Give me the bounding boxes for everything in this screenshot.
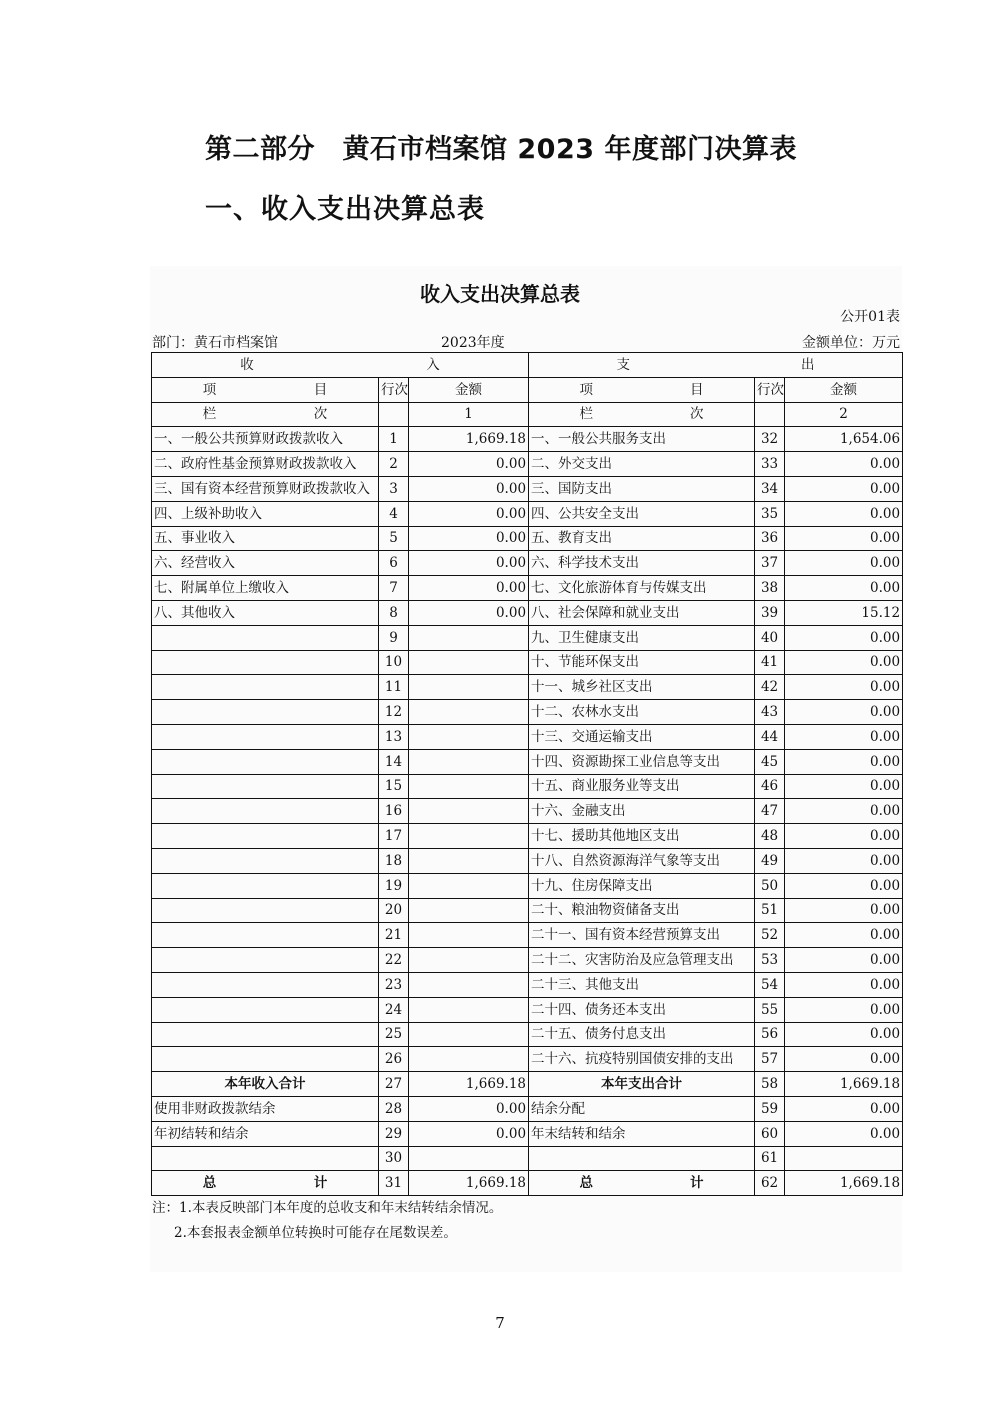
expense-item-cell: 二十、粮油物资储备支出	[529, 898, 755, 923]
expense-section-header: 支 出	[529, 353, 903, 378]
income-row-no-cell: 21	[379, 923, 409, 948]
income-row-no-cell: 16	[379, 799, 409, 824]
expense-item-cell	[529, 1146, 755, 1171]
table-row	[152, 1047, 903, 1072]
expense-item-cell: 结余分配	[529, 1096, 755, 1121]
income-item-cell	[152, 972, 379, 997]
department-label: 部门：黄石市档案馆	[152, 335, 278, 351]
expense-item-cell: 十六、金融支出	[529, 799, 755, 824]
expense-amount-cell: 0.00	[785, 774, 903, 799]
page-number: 7	[495, 1314, 505, 1332]
income-amount-cell: 1,669.18	[409, 1072, 529, 1097]
table-row	[152, 1096, 903, 1121]
expense-item-cell: 二十三、其他支出	[529, 972, 755, 997]
income-item-cell: 四、上级补助收入	[152, 501, 379, 526]
income-item-cell	[152, 675, 379, 700]
expense-amount-cell: 0.00	[785, 551, 903, 576]
expense-row-no-cell: 40	[755, 625, 785, 650]
table-row	[152, 1121, 903, 1146]
expense-amount-cell: 0.00	[785, 1121, 903, 1146]
expense-row-no-cell: 57	[755, 1047, 785, 1072]
income-amount-cell	[409, 700, 529, 725]
income-row-no-header: 行次	[379, 377, 409, 402]
expense-amount-cell: 0.00	[785, 526, 903, 551]
income-item-cell	[152, 774, 379, 799]
expense-row-no-cell: 52	[755, 923, 785, 948]
expense-amount-cell	[785, 1146, 903, 1171]
income-amount-cell	[409, 625, 529, 650]
table-row	[152, 700, 903, 725]
income-item-cell: 年初结转和结余	[152, 1121, 379, 1146]
income-row-no-cell: 12	[379, 700, 409, 725]
expense-row-no-cell: 38	[755, 576, 785, 601]
expense-row-no-cell: 62	[755, 1171, 785, 1196]
income-amount-cell: 0.00	[409, 526, 529, 551]
income-item-cell	[152, 650, 379, 675]
expense-amount-cell: 0.00	[785, 898, 903, 923]
income-amount-cell: 1,669.18	[409, 427, 529, 452]
expense-amount-cell: 0.00	[785, 452, 903, 477]
income-amount-cell	[409, 1146, 529, 1171]
table-row	[152, 774, 903, 799]
income-item-cell: 三、国有资本经营预算财政拨款收入	[152, 476, 379, 501]
expense-row-no-cell: 55	[755, 997, 785, 1022]
table-row	[152, 1022, 903, 1047]
income-row-no-cell: 23	[379, 972, 409, 997]
expense-amount-cell: 1,669.18	[785, 1072, 903, 1097]
income-item-cell	[152, 1146, 379, 1171]
income-item-cell	[152, 898, 379, 923]
expense-grand-total-label: 总 计	[529, 1171, 755, 1196]
expense-item-cell: 二十四、债务还本支出	[529, 997, 755, 1022]
table-row	[152, 972, 903, 997]
expense-grand-total-amount: 1,669.18	[785, 1171, 903, 1196]
expense-item-cell: 十二、农林水支出	[529, 700, 755, 725]
expense-row-no-header: 行次	[755, 377, 785, 402]
expense-row-no-cell: 34	[755, 476, 785, 501]
table-row	[152, 948, 903, 973]
expense-item-cell: 二、外交支出	[529, 452, 755, 477]
table-row	[152, 476, 903, 501]
income-row-no-cell: 27	[379, 1072, 409, 1097]
table-row	[152, 427, 903, 452]
income-row-no-cell: 10	[379, 650, 409, 675]
expense-item-cell: 一、一般公共服务支出	[529, 427, 755, 452]
expense-amount-cell: 0.00	[785, 1047, 903, 1072]
expense-row-no-cell: 36	[755, 526, 785, 551]
income-item-cell	[152, 923, 379, 948]
expense-row-no-cell: 53	[755, 948, 785, 973]
expense-column-index-label: 栏 次	[529, 402, 755, 427]
income-amount-cell: 0.00	[409, 600, 529, 625]
income-amount-cell	[409, 650, 529, 675]
expense-row-no-cell: 56	[755, 1022, 785, 1047]
income-row-no-cell: 24	[379, 997, 409, 1022]
grand-total-row	[152, 1171, 903, 1196]
income-amount-cell	[409, 898, 529, 923]
expense-amount-cell: 0.00	[785, 923, 903, 948]
income-amount-cell	[409, 923, 529, 948]
table-row	[152, 848, 903, 873]
expense-item-cell: 九、卫生健康支出	[529, 625, 755, 650]
table-row	[152, 824, 903, 849]
table-notes	[152, 1196, 502, 1246]
expense-item-cell: 本年支出合计	[529, 1072, 755, 1097]
income-row-no-cell: 8	[379, 600, 409, 625]
expense-item-cell: 十八、自然资源海洋气象等支出	[529, 848, 755, 873]
header-row-column-index	[152, 402, 903, 427]
expense-row-no-cell: 33	[755, 452, 785, 477]
expense-item-cell: 四、公共安全支出	[529, 501, 755, 526]
income-row-no-cell: 4	[379, 501, 409, 526]
income-amount-cell	[409, 724, 529, 749]
note-2: 2.本套报表金额单位转换时可能存在尾数误差。	[174, 1225, 457, 1241]
income-item-cell	[152, 997, 379, 1022]
expense-row-no-cell: 49	[755, 848, 785, 873]
income-amount-cell	[409, 997, 529, 1022]
table-row	[152, 576, 903, 601]
table-row	[152, 501, 903, 526]
expense-amount-cell: 0.00	[785, 476, 903, 501]
expense-amount-cell: 0.00	[785, 1022, 903, 1047]
income-amount-cell: 0.00	[409, 576, 529, 601]
income-amount-header: 金额	[409, 377, 529, 402]
expense-amount-cell: 1,654.06	[785, 427, 903, 452]
income-amount-cell	[409, 848, 529, 873]
expense-amount-cell: 0.00	[785, 824, 903, 849]
income-amount-cell	[409, 948, 529, 973]
table-row	[152, 749, 903, 774]
table-row	[152, 923, 903, 948]
income-amount-cell	[409, 1047, 529, 1072]
expense-row-no-cell: 54	[755, 972, 785, 997]
expense-item-header: 项 目	[529, 377, 755, 402]
expense-row-no-cell: 50	[755, 873, 785, 898]
expense-row-no-cell: 39	[755, 600, 785, 625]
income-item-cell: 八、其他收入	[152, 600, 379, 625]
table-row	[152, 724, 903, 749]
table-row	[152, 675, 903, 700]
income-amount-cell: 0.00	[409, 476, 529, 501]
expense-row-no-cell: 42	[755, 675, 785, 700]
income-amount-cell	[409, 774, 529, 799]
expense-item-cell: 六、科学技术支出	[529, 551, 755, 576]
page-heading: 第二部分 黄石市档案馆 2023 年度部门决算表	[205, 134, 797, 165]
empty-cell	[755, 402, 785, 427]
expense-item-cell: 十七、援助其他地区支出	[529, 824, 755, 849]
income-row-no-cell: 7	[379, 576, 409, 601]
expense-amount-cell: 0.00	[785, 1096, 903, 1121]
table-row	[152, 600, 903, 625]
income-item-cell	[152, 799, 379, 824]
expense-row-no-cell: 61	[755, 1146, 785, 1171]
income-row-no-cell: 9	[379, 625, 409, 650]
expense-amount-cell: 0.00	[785, 948, 903, 973]
income-amount-cell: 0.00	[409, 452, 529, 477]
income-row-no-cell: 20	[379, 898, 409, 923]
income-item-cell: 六、经营收入	[152, 551, 379, 576]
expense-amount-cell: 15.12	[785, 600, 903, 625]
income-row-no-cell: 1	[379, 427, 409, 452]
table-title: 收入支出决算总表	[420, 282, 580, 306]
table-row	[152, 551, 903, 576]
income-section-header: 收 入	[152, 353, 529, 378]
expense-row-no-cell: 60	[755, 1121, 785, 1146]
expense-row-no-cell: 35	[755, 501, 785, 526]
income-row-no-cell: 25	[379, 1022, 409, 1047]
income-row-no-cell: 31	[379, 1171, 409, 1196]
expense-row-no-cell: 51	[755, 898, 785, 923]
table-number: 公开01表	[840, 309, 900, 325]
income-item-cell	[152, 1022, 379, 1047]
income-amount-cell	[409, 749, 529, 774]
income-amount-cell: 0.00	[409, 1121, 529, 1146]
expense-item-cell: 十九、住房保障支出	[529, 873, 755, 898]
expense-row-no-cell: 41	[755, 650, 785, 675]
income-amount-cell	[409, 824, 529, 849]
expense-row-no-cell: 58	[755, 1072, 785, 1097]
income-item-cell: 本年收入合计	[152, 1072, 379, 1097]
income-amount-cell	[409, 675, 529, 700]
income-item-cell: 一、一般公共预算财政拨款收入	[152, 427, 379, 452]
income-column-index: 1	[409, 402, 529, 427]
income-amount-cell	[409, 1022, 529, 1047]
amount-unit-label: 金额单位：万元	[802, 335, 900, 351]
expense-amount-cell: 0.00	[785, 724, 903, 749]
expense-amount-cell: 0.00	[785, 700, 903, 725]
income-row-no-cell: 15	[379, 774, 409, 799]
expense-amount-cell: 0.00	[785, 873, 903, 898]
expense-item-cell: 二十一、国有资本经营预算支出	[529, 923, 755, 948]
income-item-cell	[152, 1047, 379, 1072]
note-1: 注：1.本表反映部门本年度的总收支和年末结转结余情况。	[152, 1200, 503, 1216]
expense-item-cell: 七、文化旅游体育与传媒支出	[529, 576, 755, 601]
table-row	[152, 873, 903, 898]
income-item-cell: 七、附属单位上缴收入	[152, 576, 379, 601]
expense-amount-cell: 0.00	[785, 848, 903, 873]
income-item-cell	[152, 948, 379, 973]
expense-row-no-cell: 46	[755, 774, 785, 799]
table-row	[152, 452, 903, 477]
expense-item-cell: 十五、商业服务业等支出	[529, 774, 755, 799]
income-item-cell: 使用非财政拨款结余	[152, 1096, 379, 1121]
income-amount-cell: 0.00	[409, 501, 529, 526]
expense-item-cell: 二十二、灾害防治及应急管理支出	[529, 948, 755, 973]
income-amount-cell	[409, 972, 529, 997]
income-grand-total-amount: 1,669.18	[409, 1171, 529, 1196]
expense-amount-cell: 0.00	[785, 675, 903, 700]
expense-amount-cell: 0.00	[785, 799, 903, 824]
table-row	[152, 526, 903, 551]
expense-item-cell: 二十五、债务付息支出	[529, 1022, 755, 1047]
income-amount-cell	[409, 799, 529, 824]
income-item-cell	[152, 848, 379, 873]
income-item-header: 项 目	[152, 377, 379, 402]
income-item-cell	[152, 700, 379, 725]
income-row-no-cell: 13	[379, 724, 409, 749]
table-row	[152, 650, 903, 675]
expense-item-cell: 十、节能环保支出	[529, 650, 755, 675]
income-row-no-cell: 30	[379, 1146, 409, 1171]
income-item-cell: 二、政府性基金预算财政拨款收入	[152, 452, 379, 477]
table-row	[152, 997, 903, 1022]
income-item-cell	[152, 873, 379, 898]
expense-item-cell: 三、国防支出	[529, 476, 755, 501]
expense-row-no-cell: 48	[755, 824, 785, 849]
expense-row-no-cell: 37	[755, 551, 785, 576]
expense-item-cell: 八、社会保障和就业支出	[529, 600, 755, 625]
income-row-no-cell: 2	[379, 452, 409, 477]
expense-amount-header: 金额	[785, 377, 903, 402]
income-row-no-cell: 5	[379, 526, 409, 551]
expense-row-no-cell: 32	[755, 427, 785, 452]
income-item-cell	[152, 749, 379, 774]
expense-row-no-cell: 59	[755, 1096, 785, 1121]
table-row	[152, 898, 903, 923]
income-row-no-cell: 14	[379, 749, 409, 774]
income-amount-cell	[409, 873, 529, 898]
expense-amount-cell: 0.00	[785, 501, 903, 526]
empty-cell	[379, 402, 409, 427]
income-item-cell	[152, 724, 379, 749]
year-total-row	[152, 1072, 903, 1097]
income-row-no-cell: 17	[379, 824, 409, 849]
income-row-no-cell: 3	[379, 476, 409, 501]
expense-amount-cell: 0.00	[785, 625, 903, 650]
expense-row-no-cell: 45	[755, 749, 785, 774]
income-row-no-cell: 6	[379, 551, 409, 576]
expense-row-no-cell: 47	[755, 799, 785, 824]
expense-row-no-cell: 43	[755, 700, 785, 725]
expense-column-index: 2	[785, 402, 903, 427]
expense-amount-cell: 0.00	[785, 972, 903, 997]
income-item-cell	[152, 824, 379, 849]
fiscal-year-label: 2023年度	[441, 335, 505, 351]
income-row-no-cell: 18	[379, 848, 409, 873]
expense-amount-cell: 0.00	[785, 749, 903, 774]
header-row-sections	[152, 353, 903, 378]
table-row	[152, 625, 903, 650]
income-row-no-cell: 28	[379, 1096, 409, 1121]
expense-item-cell: 二十六、抗疫特别国债安排的支出	[529, 1047, 755, 1072]
income-grand-total-label: 总 计	[152, 1171, 379, 1196]
expense-item-cell: 十四、资源勘探工业信息等支出	[529, 749, 755, 774]
income-expense-table	[151, 352, 903, 1196]
expense-item-cell: 年末结转和结余	[529, 1121, 755, 1146]
income-row-no-cell: 26	[379, 1047, 409, 1072]
income-row-no-cell: 11	[379, 675, 409, 700]
table-row	[152, 799, 903, 824]
expense-amount-cell: 0.00	[785, 997, 903, 1022]
expense-item-cell: 十三、交通运输支出	[529, 724, 755, 749]
income-item-cell	[152, 625, 379, 650]
header-row-columns	[152, 377, 903, 402]
expense-item-cell: 十一、城乡社区支出	[529, 675, 755, 700]
income-row-no-cell: 19	[379, 873, 409, 898]
income-amount-cell: 0.00	[409, 1096, 529, 1121]
income-amount-cell: 0.00	[409, 551, 529, 576]
expense-row-no-cell: 44	[755, 724, 785, 749]
section-heading: 一、收入支出决算总表	[205, 194, 485, 225]
income-item-cell: 五、事业收入	[152, 526, 379, 551]
table-row	[152, 1146, 903, 1171]
expense-item-cell: 五、教育支出	[529, 526, 755, 551]
income-column-index-label: 栏 次	[152, 402, 379, 427]
expense-amount-cell: 0.00	[785, 650, 903, 675]
expense-amount-cell: 0.00	[785, 576, 903, 601]
income-row-no-cell: 29	[379, 1121, 409, 1146]
income-row-no-cell: 22	[379, 948, 409, 973]
